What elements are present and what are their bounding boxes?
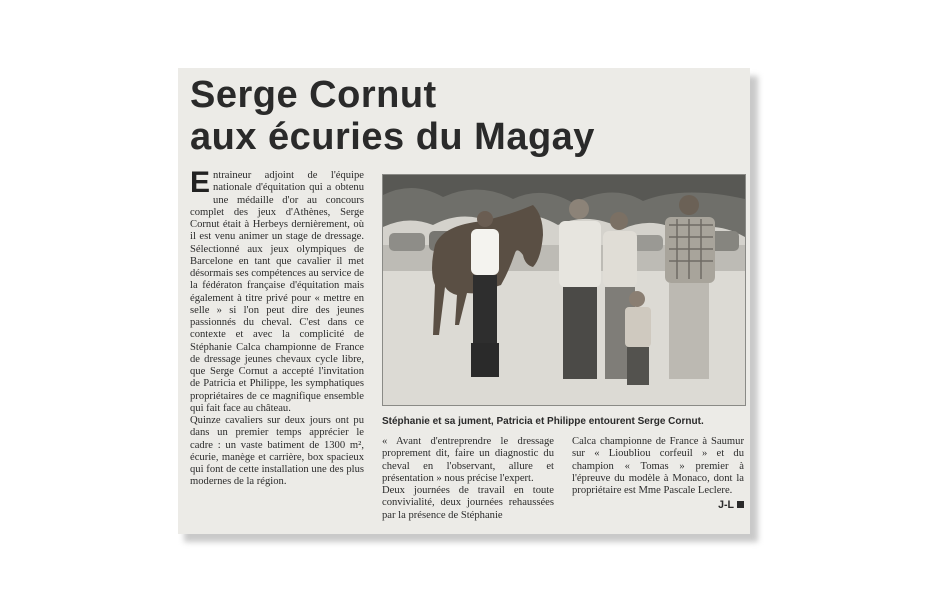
column-1-paragraph-1: ntraineur adjoint de l'équipe nationale d'équitation qui a obtenu une médaille d'or au concours complet des jeux d'Athènes, Serge Cornut était à Herbeys dernièrement, où il est venu animer un stage de dressage. Sélectionné aux jeux olympiques de Barcelone en tant que cavalier il met désormais ses compétences au service de la fédératon française d'équitation mais également à titre privé pour « mettre en selle » si l'on peut dire des jeunes passionnés du cheval. C'est dans ce contexte et avec la complicité de Stéphanie Calca championne de France de dressage jeunes chevaux cycle libre, que Serge Cornut a accepté l'invitation de Patricia et Philippe, les symphatiques propriétaires de ce magnifique ensemble qui fait face au château. [190,170,364,414]
author-signature: J-L [718,499,734,512]
article-column-1 [190,166,364,489]
article-column-2 [382,436,554,522]
newspaper-clipping [178,68,750,534]
photo-illustration [383,175,745,405]
column-1-paragraph-2: Quinze cavaliers sur deux jours ont pu dans un premier temps apprécier le cadre : un vaste batiment de 1300 m², écurie, manège et carrière, box spacieux qui font de cette installation une des plus modernes de la région. [190,415,364,488]
article-column-3 [572,436,744,513]
end-mark [737,501,744,508]
column-3-paragraph: Calca championne de France à Saumur sur « Lioubliou corfeuil » et du champion « Tomas » premier à l'épreuve du modèle à Monaco, dont la propriétaire est Mme Pascale Leclere. [572,436,744,496]
headline [190,74,730,158]
headline-line-1: Serge Cornut [190,74,437,116]
column-2-paragraph-1: « Avant d'entreprendre le dressage proprement dit, faire un diagnostic du cheval en l'observant, allure et présentation » nous précise l'expert. [382,436,554,484]
headline-line-2: aux écuries du Magay [190,116,595,158]
column-2-paragraph-2: Deux journées de travail en toute convivialité, deux journées rehaussées par la présence de Stéphanie [382,485,554,521]
photo-caption: Stéphanie et sa jument, Patricia et Philippe entourent Serge Cornut. [382,416,704,427]
article-photo [382,174,746,406]
drop-cap: E [190,166,211,199]
